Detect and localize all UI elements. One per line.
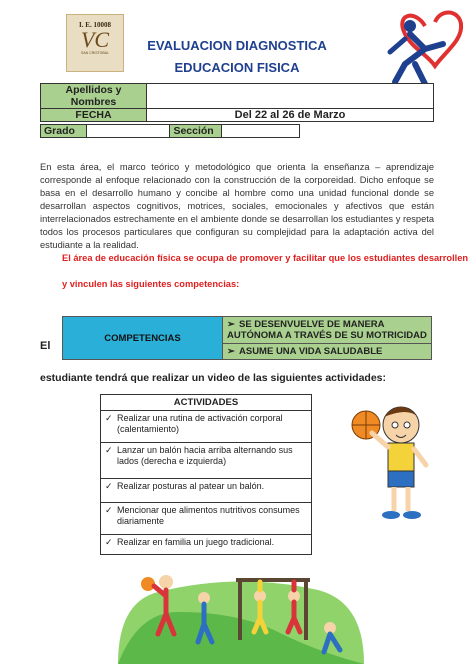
logo-top-text: I. E. 10008 bbox=[79, 21, 111, 29]
apellidos-label: Apellidos y Nombres bbox=[41, 84, 147, 109]
kids-playing-illustration bbox=[118, 552, 364, 664]
actividad-row bbox=[101, 503, 312, 535]
el-word: El bbox=[40, 340, 51, 352]
seccion-field[interactable] bbox=[222, 125, 300, 138]
actividades-table bbox=[100, 394, 312, 555]
seccion-label: Sección bbox=[170, 125, 222, 138]
estudiante-line: estudiante tendrá que realizar un video de las siguientes actividades: bbox=[40, 372, 387, 384]
actividad-row bbox=[101, 479, 312, 503]
actividad-text: Realizar en familia un juego tradicional. bbox=[117, 537, 275, 547]
title-educacion-fisica: EDUCACION FISICA bbox=[174, 60, 300, 75]
actividad-text: Mencionar que alimentos nutritivos consumes diariamente bbox=[117, 505, 300, 526]
athlete-heart-figure bbox=[365, 4, 470, 94]
fecha-label: FECHA bbox=[41, 109, 147, 122]
red-text-line-1: El área de educación física se ocupa de promover y facilitar que los estudiantes desarrollen bbox=[62, 253, 469, 263]
red-text-line-2: y vinculen las siguientes competencias: bbox=[62, 279, 240, 289]
actividad-text: Realizar posturas al patear un balón. bbox=[117, 481, 265, 491]
actividad-text: Realizar una rutina de activación corporal (calentamiento) bbox=[117, 413, 283, 434]
student-info-table bbox=[40, 83, 434, 122]
competencias-table bbox=[62, 316, 432, 360]
logo-mark: VC bbox=[80, 27, 110, 52]
competencia-text: SE DESENVUELVE DE MANERA AUTÓNOMA A TRAVÉS DE SU MOTRICIDAD bbox=[227, 319, 427, 341]
check-icon: ✓ bbox=[105, 413, 113, 423]
grado-field[interactable] bbox=[86, 125, 170, 138]
grado-label: Grado bbox=[41, 125, 87, 138]
competencia-item bbox=[223, 317, 432, 344]
competencia-text: ASUME UNA VIDA SALUDABLE bbox=[239, 346, 383, 357]
apellidos-field[interactable] bbox=[147, 84, 434, 109]
check-icon: ✓ bbox=[105, 505, 113, 515]
actividad-row bbox=[101, 443, 312, 479]
actividades-header: ACTIVIDADES bbox=[101, 395, 312, 411]
actividad-row bbox=[101, 411, 312, 443]
check-icon: ✓ bbox=[105, 445, 113, 455]
checkmark-icon: ➢ bbox=[227, 346, 235, 357]
check-icon: ✓ bbox=[105, 481, 113, 491]
boy-basketball-illustration bbox=[346, 395, 446, 525]
intro-paragraph: En esta área, el marco teórico y metodológico que orienta la enseñanza – aprendizaje corresponde al enfoque relacionado con la construcción de la corporeidad. Dicho enfoque se basa en el desarrollo humano y concibe al hombre como una unidad funcional donde se desarrollan aspectos cognitivos, motrices, sociales, emocionales y afectivos que están interrelacionados estrechamente en el ambiente donde se desarrollan los estudiantes y respeta todos los procesos particulares que configuran su complejidad para la adaptación activa del estudiante a la realidad. bbox=[40, 162, 434, 250]
check-icon: ✓ bbox=[105, 537, 113, 547]
title-evaluacion: EVALUACION DIAGNOSTICA bbox=[147, 38, 327, 53]
competencia-item bbox=[223, 344, 432, 360]
grado-seccion-table bbox=[40, 124, 300, 138]
actividad-text: Lanzar un balón hacia arriba alternando sus lados (derecha e izquierda) bbox=[117, 445, 293, 466]
checkmark-icon: ➢ bbox=[227, 319, 235, 330]
fecha-value: Del 22 al 26 de Marzo bbox=[147, 109, 434, 122]
logo-small-text: SAN CRISTOBAL bbox=[81, 51, 109, 55]
competencias-header: COMPETENCIAS bbox=[63, 317, 223, 360]
